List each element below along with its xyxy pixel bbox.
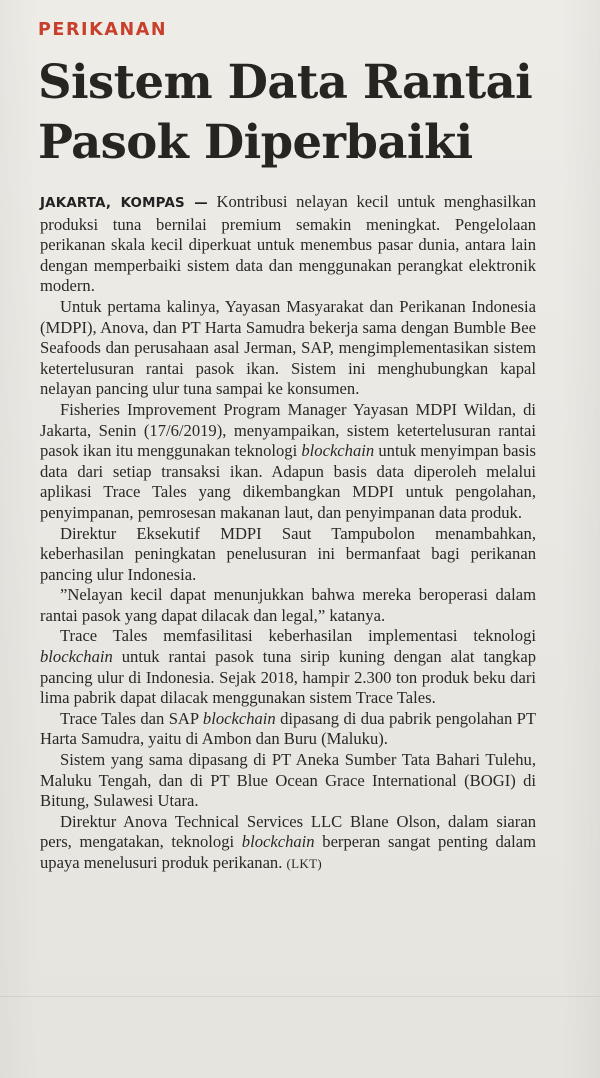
paragraph-6-emphasis: blockchain <box>40 647 113 667</box>
paragraph-1-text: Kontribusi nelayan kecil untuk menghasilkan produksi tuna bernilai premium semakin meningkat. Pengelolaan perikanan skala kecil diperkuat untuk menembus pasar dunia, antara lain dengan memperbaiki sistem data dan menggunakan perangkat elektronik modern. <box>40 192 536 296</box>
paragraph-8: Sistem yang sama dipasang di PT Aneka Sumber Tata Bahari Tulehu, Maluku Tengah, dan di PT Blue Ocean Grace International (BOGI) di Bitung, Sulawesi Utara. <box>40 750 536 811</box>
paper-fold-crease <box>0 996 600 997</box>
paragraph-3-text-b: untuk menyimpan basis data dari setiap transaksi ikan. Adapun basis data diperoleh melalui aplikasi Trace Tales yang dikembangkan MDPI untuk pengolahan, penyimpanan, pemrosesan makanan laut, dan penyimpanan data produk. <box>40 441 537 522</box>
paragraph-3 <box>40 400 536 524</box>
author-initials: (LKT) <box>286 856 322 871</box>
paragraph-9-text-a: Direktur Anova Technical Services LLC Blane Olson, dalam siaran pers, mengatakan, teknologi <box>40 811 536 852</box>
article-body <box>40 192 536 875</box>
paragraph-7-text-b: dipasang di dua pabrik pengolahan PT Harta Samudra, yaitu di Ambon dan Buru (Maluku). <box>40 708 537 749</box>
paragraph-1 <box>40 192 536 297</box>
section-rubric: PERIKANAN <box>38 20 168 40</box>
paragraph-6 <box>40 626 536 708</box>
paragraph-6-text-a: Trace Tales memfasilitasi keberhasilan implementasi teknologi <box>60 626 536 646</box>
article-headline <box>38 52 578 172</box>
dateline: JAKARTA, KOMPAS — <box>40 196 208 211</box>
headline-line-2: Pasok Diperbaiki <box>38 114 473 169</box>
paragraph-2: Untuk pertama kalinya, Yayasan Masyarakat dan Perikanan Indonesia (MDPI), Anova, dan PT Harta Samudra bekerja sama dengan Bumble Bee Seafoods dan perusahaan asal Jerman, SAP, mengimplementasikan sistem ketertelusuran rantai pasok ikan. Sistem ini menghubungkan kapal nelayan pancing ulur tuna sampai ke konsumen. <box>40 296 536 399</box>
paragraph-3-text-a: Fisheries Improvement Program Manager Yayasan MDPI Wildan, di Jakarta, Senin (17/6/2019), menyampaikan, sistem ketertelusuran rantai pasok ikan itu menggunakan teknologi <box>40 399 536 461</box>
paragraph-3-emphasis: blockchain <box>301 441 375 461</box>
paragraph-4: Direktur Eksekutif MDPI Saut Tampubolon menambahkan, keberhasilan peningkatan penelusuran ini bermanfaat bagi perikanan pancing ulur Indonesia. <box>40 523 536 584</box>
paragraph-9-text-b: berperan sangat penting dalam upaya menelusuri produk perikanan. <box>40 832 536 872</box>
paragraph-7 <box>40 709 536 750</box>
paragraph-6-text-b: untuk rantai pasok tuna sirip kuning dengan alat tangkap pancing ulur di Indonesia. Sejak 2018, hampir 2.300 ton produk beku dari lima pabrik dapat dilacak menggunakan sistem Trace Tales. <box>40 647 536 708</box>
paragraph-7-text-a: Trace Tales dan SAP <box>60 708 199 728</box>
paragraph-7-emphasis: blockchain <box>202 708 276 728</box>
paragraph-9-emphasis: blockchain <box>241 832 315 852</box>
paragraph-9 <box>40 812 536 875</box>
paragraph-5-quote: ”Nelayan kecil dapat menunjukkan bahwa mereka beroperasi dalam rantai pasok yang dapat dilacak dan legal,” katanya. <box>40 585 536 625</box>
headline-line-1: Sistem Data Rantai <box>38 54 533 109</box>
